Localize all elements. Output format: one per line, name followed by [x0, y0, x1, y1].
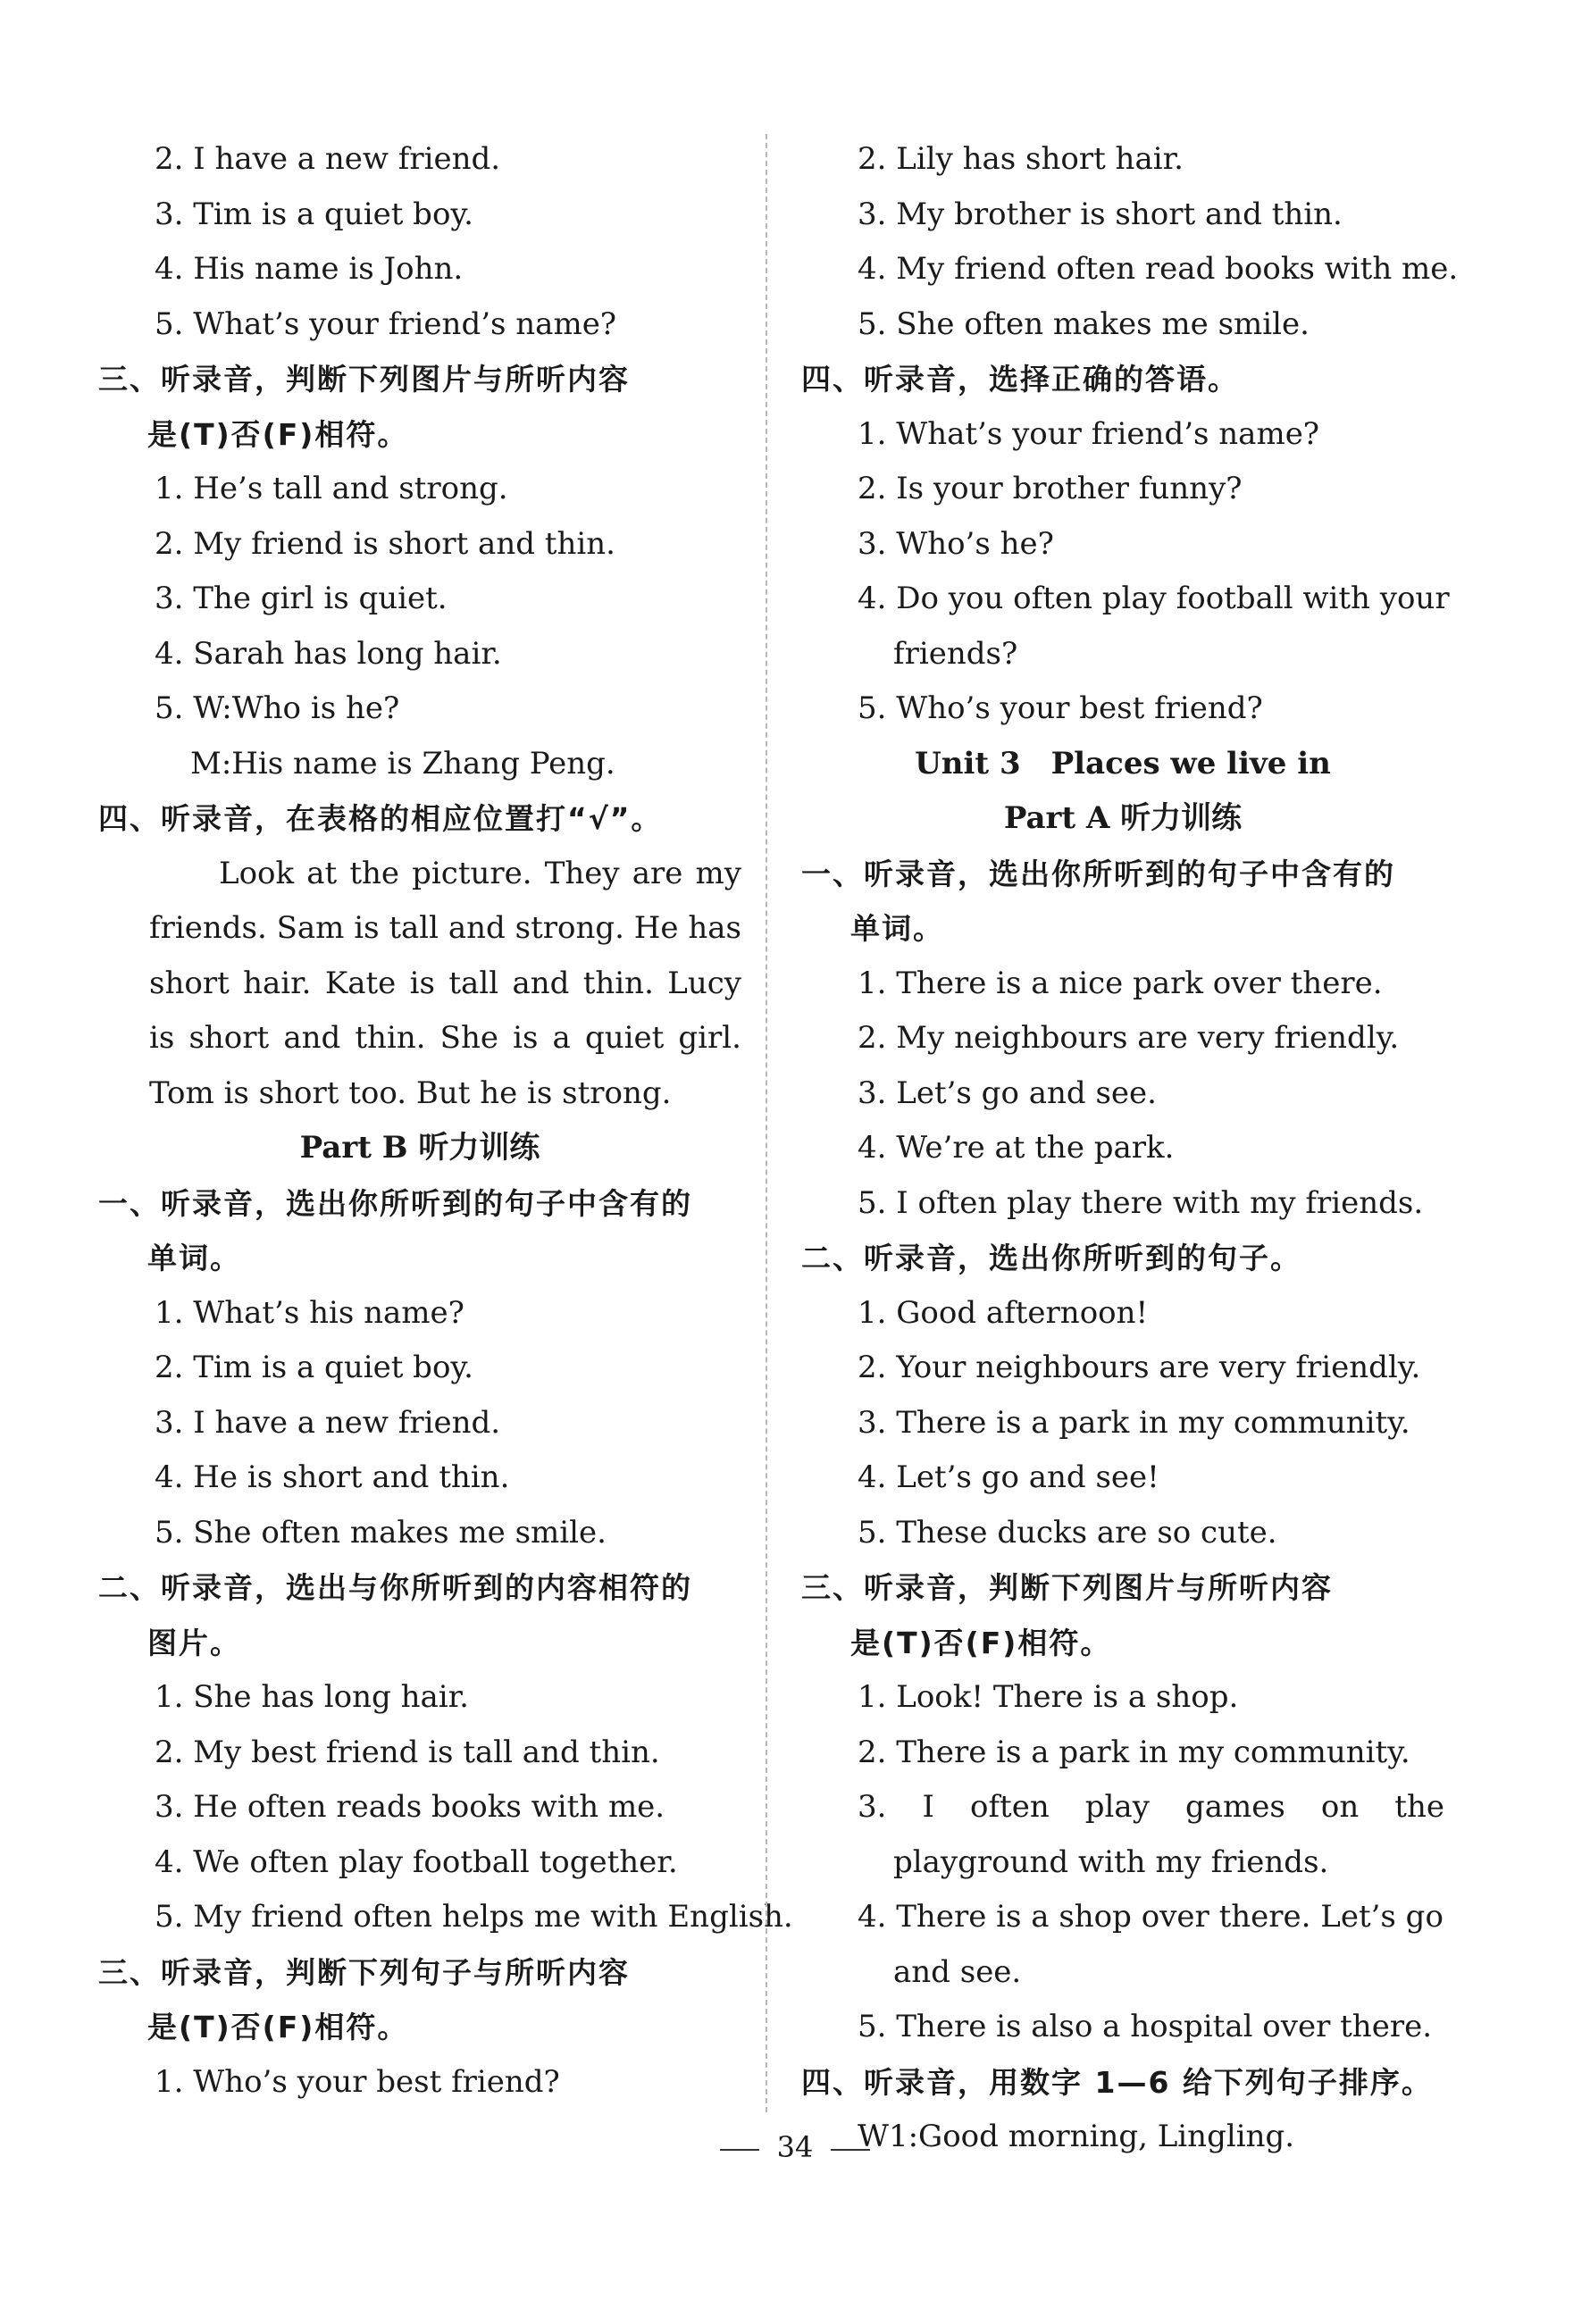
sentence-line: 3. The girl is quiet. — [155, 581, 448, 616]
sentence-line: 3. There is a park in my community. — [858, 1404, 1410, 1441]
sentence-line: 4. His name is John. — [155, 251, 464, 287]
sentence-line: 3. Tim is a quiet boy. — [155, 196, 473, 232]
section-heading: 图片。 — [147, 1625, 241, 1660]
sentence-line: 1. What’s your friend’s name? — [858, 415, 1320, 452]
sentence-line: 5. What’s your friend’s name? — [155, 305, 617, 342]
sentence-line: W1:Good morning, Lingling. — [858, 2119, 1295, 2154]
sentence-line: M:His name is Zhang Peng. — [190, 745, 615, 782]
page-number: 34 — [776, 2130, 814, 2164]
sentence-line: 1. There is a nice park over there. — [858, 965, 1383, 1001]
sentence-line: 2. I have a new friend. — [155, 141, 501, 177]
footer-dash-right — [831, 2149, 870, 2151]
column-divider — [766, 134, 767, 2112]
sentence-line: 4. Do you often play football with your — [858, 581, 1450, 616]
sentence-line: 3. He often reads books with me. — [155, 1789, 665, 1825]
paragraph-line: Look at the picture. They are my — [219, 855, 741, 891]
sentence-line: 2. There is a park in my community. — [858, 1734, 1410, 1770]
sentence-line: 3. My brother is short and thin. — [858, 196, 1343, 232]
paragraph-line: Tom is short too. But he is strong. — [149, 1074, 672, 1111]
section-heading: 二、听录音，选出与你所听到的内容相符的 — [98, 1570, 692, 1605]
sentence-line: 1. Who’s your best friend? — [155, 2063, 560, 2100]
page-footer — [0, 2130, 1590, 2164]
sentence-line: 2. Is your brother funny? — [858, 471, 1243, 506]
paragraph-line: short hair. Kate is tall and thin. Lucy — [149, 965, 741, 1001]
sentence-line: 3. Let’s go and see. — [858, 1074, 1157, 1111]
right-column — [801, 132, 1459, 2165]
section-heading: 三、听录音，判断下列图片与所听内容 — [801, 1570, 1333, 1605]
sentence-line: playground with my friends. — [893, 1843, 1329, 1880]
sentence-line: 2. Lily has short hair. — [858, 141, 1184, 177]
section-heading: 单词。 — [850, 911, 944, 946]
sentence-line: 1. She has long hair. — [155, 1679, 469, 1715]
paragraph-line: is short and thin. She is a quiet girl. — [149, 1020, 741, 1056]
sentence-line: 5. I often play there with my friends. — [858, 1184, 1424, 1221]
paragraph-line: friends. Sam is tall and strong. He has — [149, 910, 741, 946]
sentence-line: 2. Tim is a quiet boy. — [155, 1350, 473, 1385]
sentence-line: 5. W:Who is he? — [155, 690, 400, 726]
sentence-line: friends? — [893, 635, 1018, 672]
sentence-line: 4. He is short and thin. — [155, 1459, 510, 1495]
sentence-line: and see. — [893, 1953, 1022, 1990]
sentence-line: 4. Let’s go and see! — [858, 1459, 1159, 1495]
section-heading: 四、听录音，选择正确的答语。 — [801, 362, 1239, 397]
sentence-line: 4. There is a shop over there. Let’s go — [858, 1899, 1444, 1935]
section-heading: 一、听录音，选出你所听到的句子中含有的 — [98, 1185, 692, 1221]
sentence-line: 4. We’re at the park. — [858, 1130, 1175, 1166]
section-heading: 三、听录音，判断下列图片与所听内容 — [98, 362, 630, 397]
left-column — [98, 132, 793, 2110]
sentence-line: 4. We often play football together. — [155, 1843, 678, 1880]
sentence-line: 4. Sarah has long hair. — [155, 635, 502, 672]
sentence-line: 2. My neighbours are very friendly. — [858, 1020, 1400, 1056]
section-heading: 一、听录音，选出你所听到的句子中含有的 — [801, 856, 1395, 891]
sentence-line: 3. Who’s he? — [858, 525, 1054, 562]
sentence-line: 3. I often play games on the — [858, 1789, 1444, 1825]
sentence-line: 1. What’s his name? — [155, 1294, 464, 1331]
sentence-line: 5. These ducks are so cute. — [858, 1514, 1277, 1551]
section-heading: 二、听录音，选出你所听到的句子。 — [801, 1241, 1301, 1275]
section-heading: 是(T)否(F)相符。 — [147, 2010, 409, 2044]
sentence-line: 2. Your neighbours are very friendly. — [858, 1350, 1421, 1385]
sentence-line: 5. Who’s your best friend? — [858, 690, 1263, 726]
section-heading: 是(T)否(F)相符。 — [147, 416, 409, 452]
sentence-line: 5. She often makes me smile. — [155, 1514, 607, 1551]
section-heading: 四、听录音，在表格的相应位置打“√”。 — [98, 801, 663, 836]
section-heading: 单词。 — [147, 1241, 241, 1275]
unit-title: Unit 3 Places we live in — [915, 745, 1331, 782]
sentence-line: 3. I have a new friend. — [155, 1404, 501, 1441]
sentence-line: 1. Look! There is a shop. — [858, 1679, 1239, 1715]
sentence-line: 2. My best friend is tall and thin. — [155, 1734, 660, 1770]
sentence-line: 4. My friend often read books with me. — [858, 251, 1459, 287]
sentence-line: 2. My friend is short and thin. — [155, 525, 615, 562]
sentence-line: 1. He’s tall and strong. — [155, 471, 508, 506]
unit-title: Part B 听力训练 — [299, 1130, 540, 1166]
sentence-line: 5. My friend often helps me with English. — [155, 1899, 793, 1935]
sentence-line: 1. Good afternoon! — [858, 1294, 1149, 1331]
section-heading: 是(T)否(F)相符。 — [850, 1625, 1112, 1660]
section-heading: 三、听录音，判断下列句子与所听内容 — [98, 1954, 630, 1990]
footer-dash-left — [720, 2149, 759, 2151]
section-heading: 四、听录音，用数字 1—6 给下列句子排序。 — [801, 2064, 1433, 2100]
unit-title: Part A 听力训练 — [1003, 800, 1243, 836]
sentence-line: 5. She often makes me smile. — [858, 305, 1310, 342]
sentence-line: 5. There is also a hospital over there. — [858, 2009, 1432, 2044]
